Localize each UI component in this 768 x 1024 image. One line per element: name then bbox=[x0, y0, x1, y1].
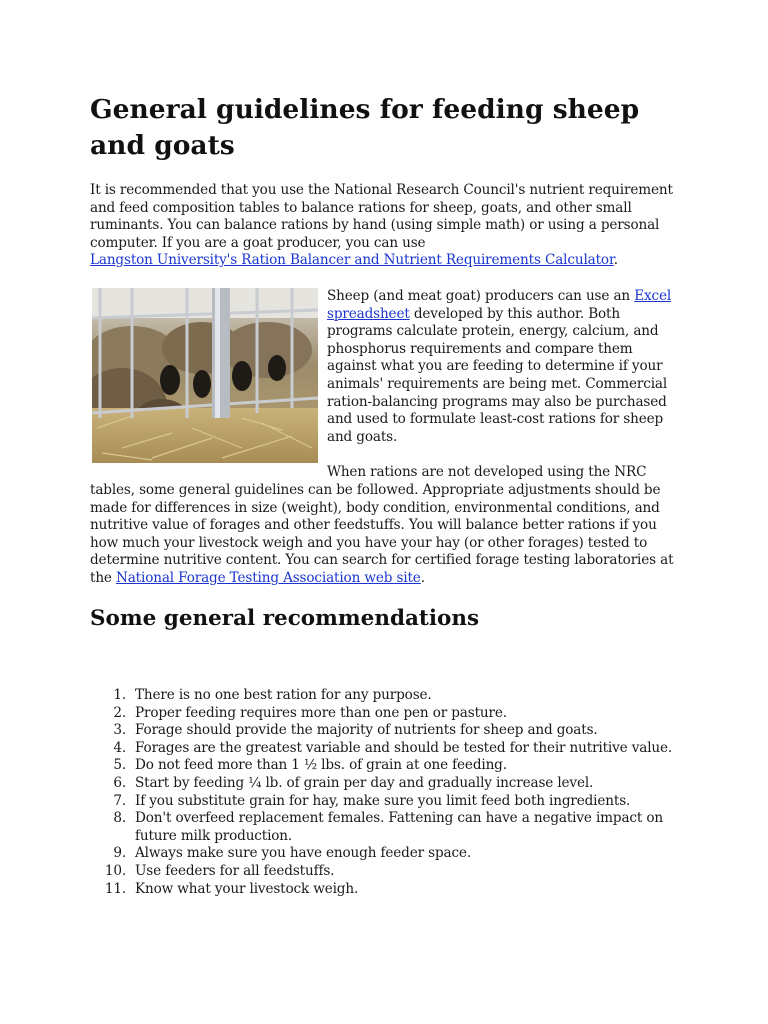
list-text: If you substitute grain for hay, make sure you limit feed both ingredients. bbox=[135, 792, 631, 809]
list-number: 6. bbox=[113, 774, 126, 791]
list-number: 10. bbox=[104, 862, 126, 879]
list-number: 11. bbox=[104, 880, 126, 897]
langston-calculator-link[interactable]: Langston University's Ration Balancer and Nutrient Requirements Calculator bbox=[90, 252, 614, 269]
side-text bbox=[327, 288, 677, 482]
list-text: Forage should provide the majority of nutrients for sheep and goats. bbox=[135, 722, 598, 739]
list-number: 2. bbox=[113, 704, 126, 721]
para2-before: Sheep (and meat goat) producers can use an bbox=[327, 288, 635, 304]
guidelines-paragraph bbox=[90, 482, 678, 588]
nrc-first-line: When rations are not developed using the NRC bbox=[327, 463, 647, 480]
list-number: 1. bbox=[113, 687, 126, 703]
para3-text: tables, some general guidelines can be followed. Appropriate adjustments should be made for differences in size (weight), body condition, environmental conditions, and nutritive value of forages and other feedstuffs. You will balance better rations if you how much your livestock weigh and you have your hay (or other forages) tested to determine nutritive content. You can search for certified forage testing laboratories at the bbox=[90, 482, 674, 586]
list-number: 9. bbox=[113, 845, 126, 862]
list-text: Do not feed more than 1 ½ lbs. of grain at one feeding. bbox=[135, 757, 507, 774]
para2-after: developed by this author. Both programs calculate protein, energy, calcium, and phosphorus requirements and compare them against what you are feeding to determine if your animals' requirements are being met. Commercial ration-balancing programs may also be purchased and used to formulate least-cost rations for sheep and goats. bbox=[327, 305, 668, 445]
spreadsheet-paragraph bbox=[327, 288, 677, 446]
section-heading: Some general recommendations bbox=[90, 606, 480, 631]
list-number: 4. bbox=[113, 739, 126, 756]
list-item bbox=[90, 705, 678, 723]
list-text: Proper feeding requires more than one pen or pasture. bbox=[135, 704, 507, 721]
list-item bbox=[90, 757, 678, 775]
list-item bbox=[90, 687, 678, 705]
recommendations-list bbox=[90, 687, 678, 898]
list-item bbox=[90, 845, 678, 863]
excel-spreadsheet-link[interactable]: Excel spreadsheet bbox=[327, 288, 672, 322]
list-number: 3. bbox=[113, 722, 126, 739]
list-item bbox=[90, 775, 678, 793]
list-text: Don't overfeed replacement females. Fattening can have a negative impact on future milk production. bbox=[135, 810, 663, 844]
sheep-feeding-illustration bbox=[92, 288, 318, 463]
list-number: 7. bbox=[113, 792, 126, 809]
intro-paragraph bbox=[90, 182, 678, 270]
sheep-feeding-photo bbox=[92, 288, 318, 463]
list-text: Use feeders for all feedstuffs. bbox=[135, 862, 335, 879]
list-number: 5. bbox=[113, 757, 126, 774]
list-item bbox=[90, 863, 678, 881]
list-item bbox=[90, 722, 678, 740]
list-text: Forages are the greatest variable and should be tested for their nutritive value. bbox=[135, 739, 673, 756]
intro-end: . bbox=[613, 252, 618, 269]
list-text: There is no one best ration for any purpose. bbox=[135, 687, 432, 703]
list-number: 8. bbox=[113, 810, 126, 827]
list-item bbox=[90, 793, 678, 811]
list-item bbox=[90, 740, 678, 758]
para3-end: . bbox=[420, 569, 425, 586]
page-title: General guidelines for feeding sheep and goats bbox=[90, 94, 640, 161]
list-item bbox=[90, 810, 678, 845]
list-item bbox=[90, 881, 678, 899]
list-text: Know what your livestock weigh. bbox=[135, 880, 359, 897]
list-text: Start by feeding ¼ lb. of grain per day and gradually increase level. bbox=[135, 774, 594, 791]
forage-testing-link[interactable]: National Forage Testing Association web site bbox=[115, 569, 421, 586]
intro-text: It is recommended that you use the National Research Council's nutrient requirement and feed composition tables to balance rations for sheep, goats, and other small ruminants. You can balance rations by hand (using simple math) or using a personal computer. If you are a goat producer, you can use bbox=[90, 182, 673, 251]
list-text: Always make sure you have enough feeder space. bbox=[135, 845, 471, 862]
